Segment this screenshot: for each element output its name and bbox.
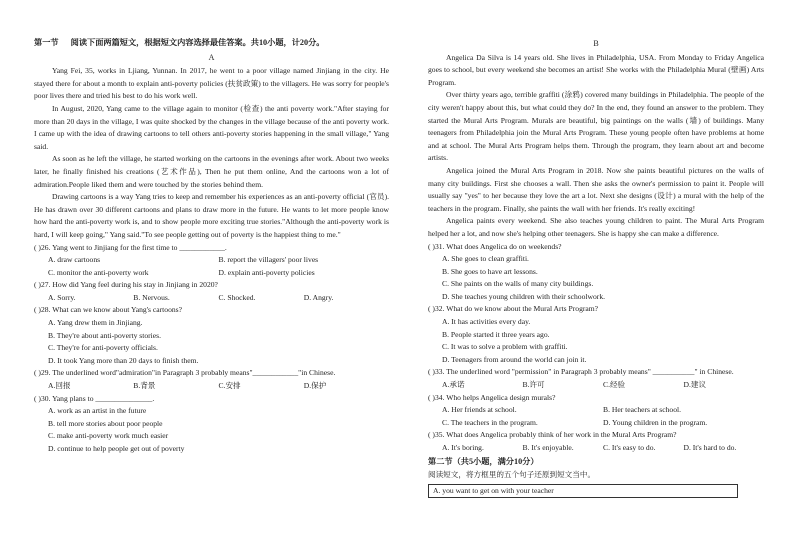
question-30	[34, 393, 389, 456]
option[interactable]: A. Yang drew them in Jinjiang.	[48, 318, 143, 328]
left-column	[34, 36, 389, 456]
passage-a-paragraph: In August, 2020, Yang came to the village again to monitor (检查) the anti poverty work."After staying for more than 20 days in the village, I was quite shocked by the changes in the village because of the anti poverty work. I came up with the idea of drawing cartoons to tell others anti-poverty stories happening in the small village," Yang said.	[34, 103, 389, 151]
question-stem: ( )34. Who helps Angelica design murals?	[428, 392, 556, 402]
option[interactable]: C. The teachers in the program.	[442, 417, 538, 427]
sentence-option-box	[428, 484, 738, 498]
option[interactable]: B.背景	[133, 381, 156, 391]
option[interactable]: D. It took Yang more than 20 days to finish them.	[48, 355, 199, 365]
option[interactable]: A. draw cartoons	[48, 255, 101, 265]
question-stem: ( )26. Yang went to Jinjiang for the first time to ____________.	[34, 242, 227, 252]
question-options	[34, 254, 389, 279]
option[interactable]: C.安排	[218, 381, 241, 391]
question-options	[428, 253, 764, 303]
option[interactable]: C. It was to solve a problem with graffiti.	[442, 342, 568, 352]
right-column	[428, 36, 764, 498]
question-stem: ( )30. Yang plans to _______________.	[34, 393, 155, 403]
section1-header	[34, 36, 389, 50]
option[interactable]: C. It's easy to do.	[603, 443, 656, 452]
option[interactable]: C. She paints on the walls of many city buildings.	[442, 279, 594, 289]
passage-b-label: B	[593, 39, 599, 48]
option[interactable]: D.保护	[303, 381, 327, 391]
section1-instruction: 阅读下面两篇短文，根据短文内容选择最佳答案。共10小题，计20分。	[70, 38, 325, 47]
question-options	[428, 316, 764, 366]
question-stem: ( )35. What does Angelica probably think of her work in the Mural Arts Program?	[428, 430, 677, 440]
option[interactable]: D. Teenagers from around the world can join it.	[442, 354, 587, 364]
passage-a-paragraph: Drawing cartoons is a way Yang tries to keep and remember his experiences as an anti-poverty official (官员). He has drawn over 30 different cartoons and plans to draw more in the future. He wants to let more people know how hard the anti-poverty work is, and to show people more exciting true stories."Although the anti-poverty work is hard, I will keep going," Yang said."To see people getting out of poverty is the happiest thing to me."	[34, 192, 389, 239]
question-stem: ( )32. What do we know about the Mural Arts Program?	[428, 304, 599, 314]
passage-a-paragraph: As soon as he left the village, he started working on the cartoons in the evenings after work. About two weeks later, he finally finished his creations (艺术作品), Then he put them online, And the cartoons won a lot of admiration.People liked them and were touched by the stories behind them.	[34, 154, 389, 189]
passage-b-paragraph: Angelica joined the Mural Arts Program in 2018. Now she paints beautiful pictures on the walls of many city buildings. First she chooses a wall. Then she asks the owner's permission to paint it. People will usually say "yes" to her because they love the art a lot. Next she designs (设计) a mural with the help of the teachers in the program. Finally, she paints the wall with her friends. It's really exciting!	[428, 165, 764, 213]
question-stem: ( )31. What does Angelica do on weekends?	[428, 241, 562, 251]
option[interactable]: A. It has activities every day.	[442, 317, 531, 327]
option[interactable]: D. Young children in the program.	[603, 417, 708, 427]
question-35	[428, 429, 764, 454]
question-options	[428, 404, 764, 429]
option[interactable]: C. monitor the anti-poverty work	[48, 267, 149, 277]
question-32	[428, 303, 764, 366]
question-28	[34, 304, 389, 367]
option[interactable]: A.回报	[48, 381, 71, 391]
option[interactable]: D. It's hard to do.	[683, 443, 737, 452]
option[interactable]: B.许可	[522, 380, 545, 390]
passage-b-paragraph: Angelica paints every weekend. She also teaches young children to paint. The Mural Arts Program helped her a lot, and now she's helping other teenagers. She is happy she can make a difference.	[428, 216, 764, 238]
question-options	[34, 380, 389, 393]
section2-instruction: 阅读短文，将方框里的五个句子还原到短文当中。	[428, 470, 596, 480]
question-29	[34, 367, 389, 392]
option[interactable]: C.经验	[603, 380, 626, 390]
question-34	[428, 392, 764, 430]
passage-b-paragraph: Angelica Da Silva is 14 years old. She lives in Philadelphia, USA. From Monday to Friday Angelica goes to school, but every weekend she becomes an artist! She works with the Philadelphia Mural (壁画) Arts Program.	[428, 52, 764, 87]
question-options	[34, 292, 389, 305]
passage-a-paragraph: Yang Fei, 35, works in Ljiang, Yunnan. In 2017, he went to a poor village named Jinjiang in the city. He stayed there for about a month to explain anti-poverty policies (扶贫政策) to the villagers. He was sorry for people's poor lives there and tried his best to do his work well.	[34, 66, 389, 101]
question-stem: ( )29. The underlined word"admiration"in Paragraph 3 probably means"____________"in Chinese.	[34, 368, 336, 378]
option[interactable]: B. She goes to have art lessons.	[442, 266, 538, 276]
option[interactable]: A. It's boring.	[442, 443, 484, 452]
option[interactable]: A. She goes to clean graffiti.	[442, 254, 529, 264]
option[interactable]: A. Sorry.	[48, 292, 76, 302]
section1-label: 第一节	[34, 37, 59, 47]
question-27	[34, 279, 389, 304]
question-options	[428, 379, 764, 392]
option[interactable]: B. report the villagers' poor lives	[218, 255, 319, 265]
section2-header: 第二节（共5小题，满分10分）	[428, 456, 539, 466]
question-options	[34, 405, 389, 455]
question-31	[428, 241, 764, 304]
option[interactable]: B. Her teachers at school.	[603, 405, 682, 415]
option[interactable]: D. explain anti-poverty policies	[218, 267, 315, 277]
sentence-option: A. you want to get on with your teacher	[433, 485, 554, 495]
question-26	[34, 242, 389, 280]
question-options	[428, 442, 764, 455]
option[interactable]: B. It's enjoyable.	[522, 443, 574, 452]
option[interactable]: C. Shocked.	[218, 292, 256, 302]
option[interactable]: A. Her friends at school.	[442, 405, 517, 415]
question-stem: ( )33. The underlined word "permission" in Paragraph 3 probably means" ___________" in Chinese.	[428, 367, 734, 377]
option[interactable]: D. She teaches young children with their schoolwork.	[442, 291, 606, 301]
option[interactable]: A.承诺	[442, 380, 465, 390]
question-stem: ( )28. What can we know about Yang's cartoons?	[34, 305, 183, 315]
question-33	[428, 366, 764, 391]
option[interactable]: D. continue to help people get out of poverty	[48, 444, 185, 453]
option[interactable]: D. Angry.	[303, 292, 334, 302]
option[interactable]: B. tell more stories about poor people	[48, 418, 163, 428]
option[interactable]: D.建议	[683, 380, 707, 390]
passage-a-label: A	[208, 52, 215, 62]
question-stem: ( )27. How did Yang feel during his stay in Jinjiang in 2020?	[34, 280, 218, 290]
passage-b-paragraph: Over thirty years ago, terrible graffiti (涂鸦) covered many buildings in Philadelphia. The people of the city weren't happy about this, but what could they do? In the end, they found an answer to the problem. They started the Mural Arts Program. Murals are beautiful, big paintings on the walls (墙) of buildings. Many teenagers from Philadelphia join the Mural Arts Program. These young people often have problems at home and at school. The Mural Arts Program helps them. Through the program, they learn about art and become artists.	[428, 90, 764, 163]
option[interactable]: C. They're for anti-poverty officials.	[48, 343, 158, 353]
option[interactable]: A. work as an artist in the future	[48, 406, 147, 416]
option[interactable]: B. They're about anti-poverty stories.	[48, 330, 161, 340]
option[interactable]: B. People started it three years ago.	[442, 329, 550, 339]
option[interactable]: B. Nervous.	[133, 292, 170, 302]
question-options	[34, 317, 389, 367]
option[interactable]: C. make anti-poverty work much easier	[48, 431, 169, 441]
